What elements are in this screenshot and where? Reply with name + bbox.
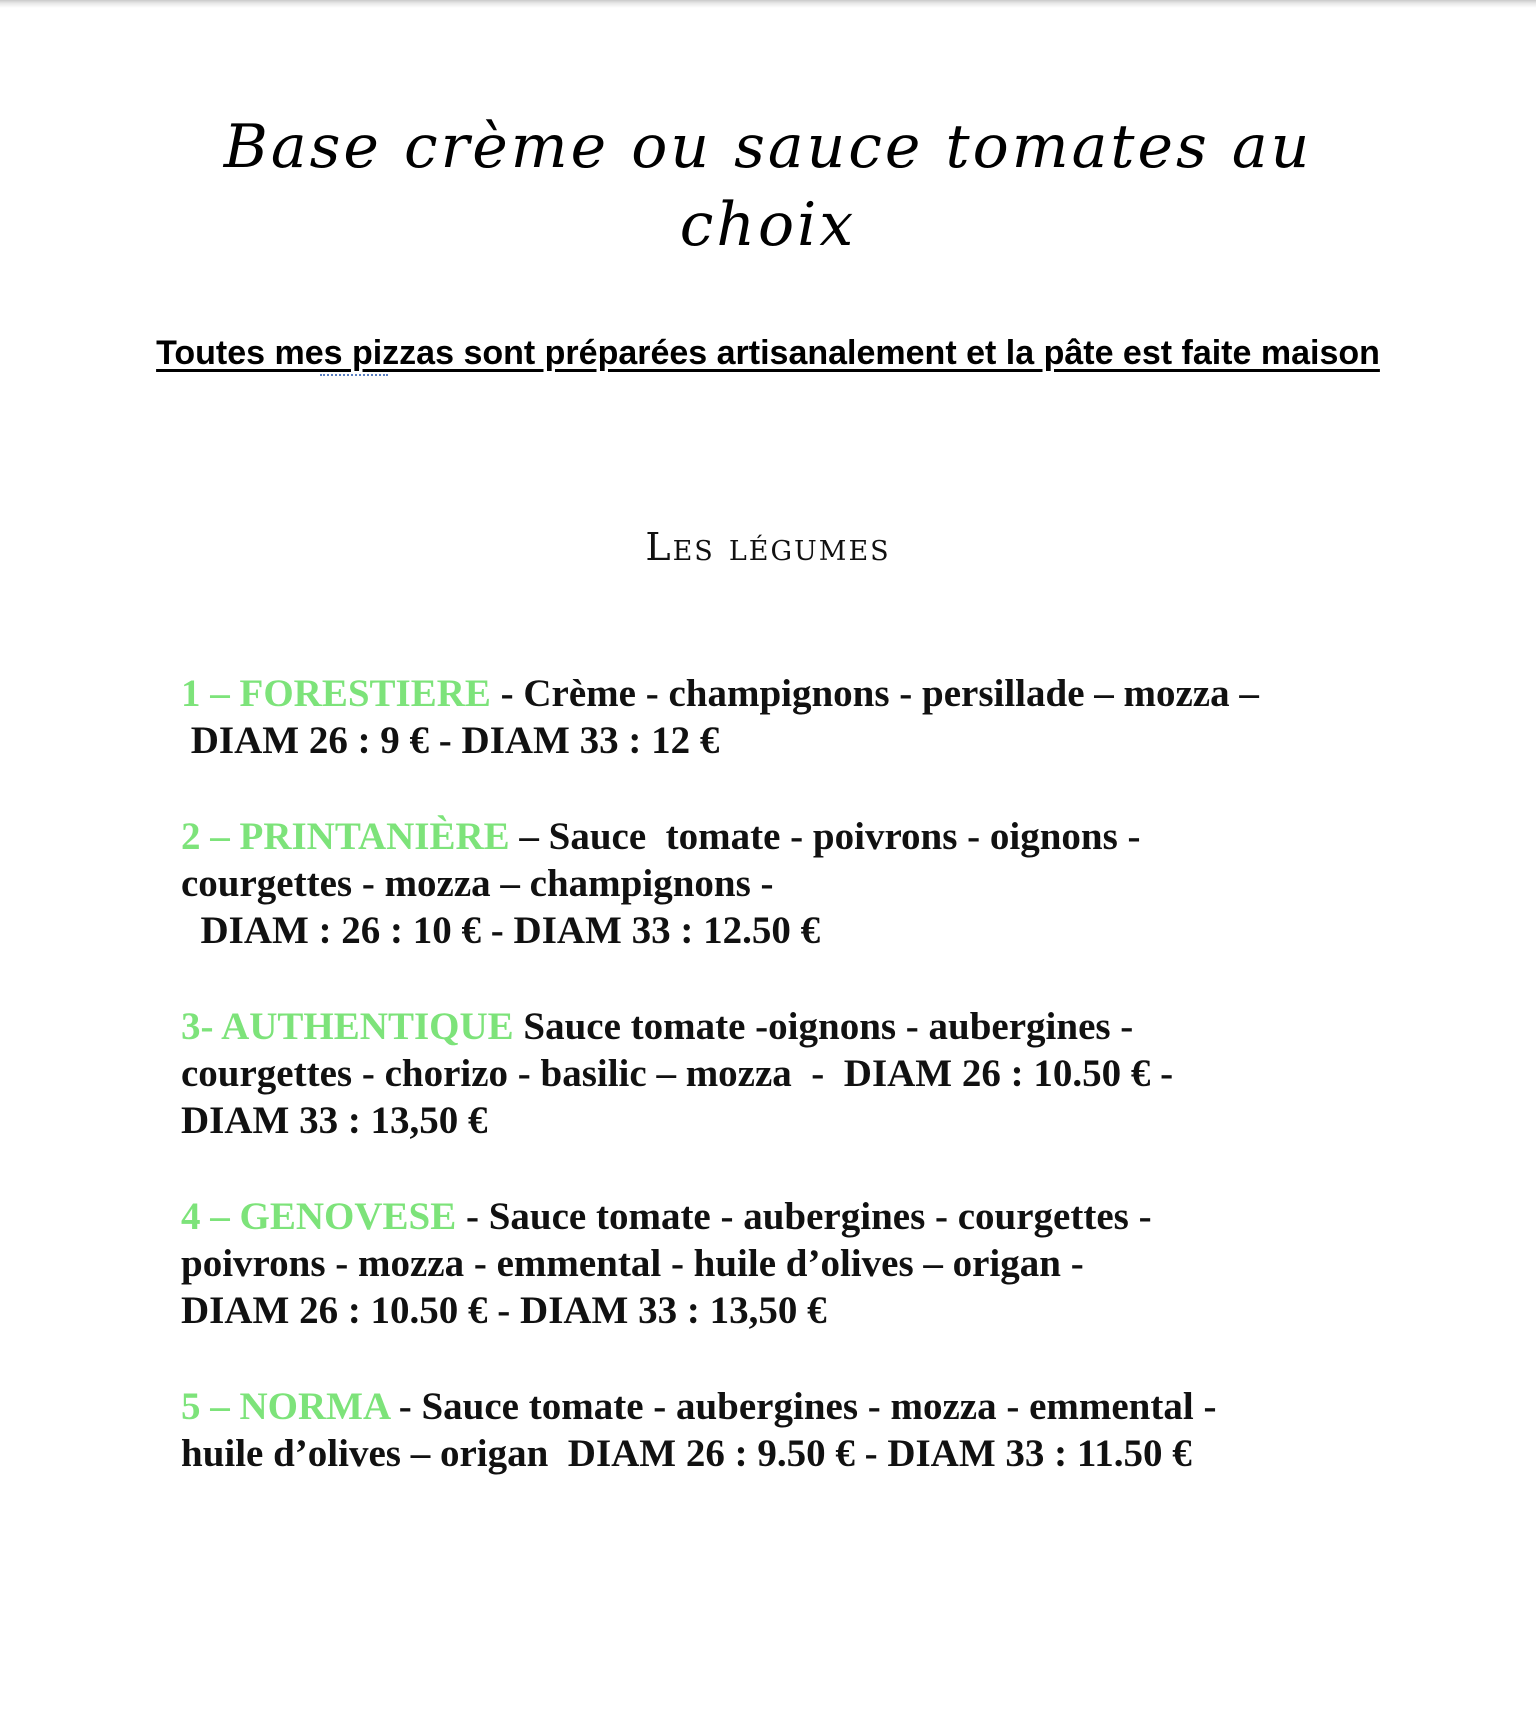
item-line <box>181 1003 1371 1050</box>
spellcheck-underline <box>320 371 388 376</box>
menu-item-printaniere <box>181 813 1371 954</box>
item-text: courgettes - mozza – champignons - <box>181 862 774 905</box>
item-text: - Sauce tomate - aubergines - mozza - emmental - <box>389 1385 1217 1428</box>
item-line <box>181 1193 1371 1240</box>
item-text: DIAM 26 : 10.50 € - DIAM 33 : 13,50 € <box>181 1289 827 1332</box>
item-text: – Sauce tomate - poivrons - oignons - <box>509 815 1141 858</box>
subtitle: Toutes mes pizzas sont préparées artisanalement et la pâte est faite maison <box>156 334 1380 372</box>
item-name: 3- AUTHENTIQUE <box>181 1005 514 1048</box>
menu-item-genovese <box>181 1193 1371 1334</box>
menu-item-authentique <box>181 1003 1371 1144</box>
item-line <box>181 813 1371 860</box>
menu-item-norma <box>181 1383 1371 1477</box>
item-text: - Crème - champignons - persillade – mozza – <box>490 672 1259 715</box>
item-name: 4 – GENOVESE <box>181 1195 457 1238</box>
item-text: DIAM 33 : 13,50 € <box>181 1099 488 1142</box>
item-text: DIAM 26 : 9 € - DIAM 33 : 12 € <box>181 719 720 762</box>
item-line <box>181 670 1371 717</box>
item-text: DIAM : 26 : 10 € - DIAM 33 : 12.50 € <box>181 909 821 952</box>
item-name: 5 – NORMA <box>181 1385 389 1428</box>
item-text: - Sauce tomate - aubergines - courgettes - <box>456 1195 1152 1238</box>
page-title: Base crème ou sauce tomates au choix <box>223 112 1313 260</box>
item-name: 1 – FORESTIERE <box>181 672 491 715</box>
item-line <box>181 1383 1371 1430</box>
pizza-menu-list <box>181 670 1371 1526</box>
section-heading: Les légumes <box>645 525 891 569</box>
item-text: poivrons - mozza - emmental - huile d’olives – origan - <box>181 1242 1084 1285</box>
item-name: 2 – PRINTANIÈRE <box>181 815 510 858</box>
item-text: huile d’olives – origan DIAM 26 : 9.50 € - DIAM 33 : 11.50 € <box>181 1432 1192 1475</box>
menu-item-forestiere <box>181 670 1371 764</box>
item-text: Sauce tomate -oignons - aubergines - <box>513 1005 1134 1048</box>
item-text: courgettes - chorizo - basilic – mozza - DIAM 26 : 10.50 € - <box>181 1052 1174 1095</box>
